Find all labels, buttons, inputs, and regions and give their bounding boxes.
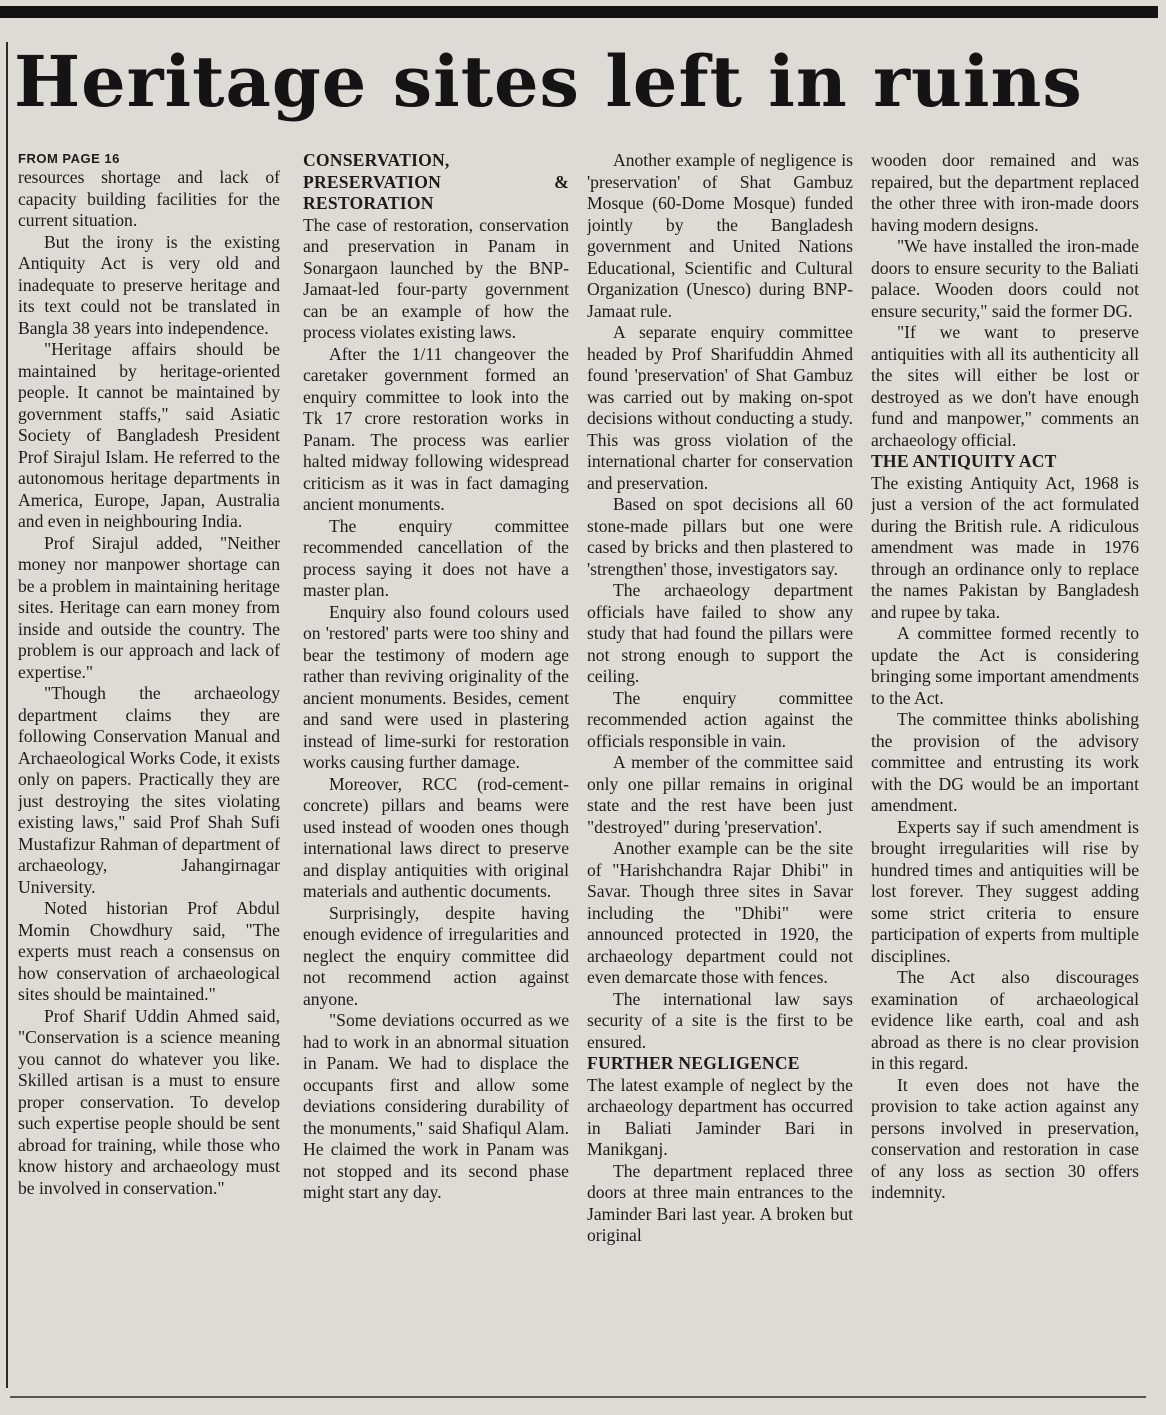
article-paragraph: But the irony is the existing Antiquity Act is very old and inadequate to preserve heritage and its text could not be translated in Bangla 38 years into independence. xyxy=(18,231,280,338)
article-paragraph: The existing Antiquity Act, 1968 is just a version of the act formulated during the British rule. A ridiculous amendment was made in 1976 through an ordinance only to replace the names Pakistan by Bangladesh and rupee by taka. xyxy=(871,472,1139,622)
article-paragraph: Moreover, RCC (rod-cement-concrete) pillars and beams were used instead of wooden ones though international laws direct to preserve and display antiquities with original materials and authentic documents. xyxy=(303,773,569,901)
article-paragraph: Prof Sirajul added, "Neither money nor manpower shortage can be a problem in maintaining heritage sites. Heritage can earn money from inside and outside the country. The problem is our approach and lack of expertise." xyxy=(18,532,280,682)
article-paragraph: It even does not have the provision to take action against any persons involved in preservation, conservation and restoration in case of any loss as section 30 offers indemnity. xyxy=(871,1074,1139,1202)
article-paragraph: Noted historian Prof Abdul Momin Chowdhury said, "The experts must reach a consensus on how conservation of archaeological sites should be maintained." xyxy=(18,898,280,1004)
section-heading: THE ANTIQUITY ACT xyxy=(871,451,1057,471)
article-paragraph: Based on spot decisions all 60 stone-made pillars but one were cased by bricks and then plastered to 'strengthen' those, investigators say. xyxy=(587,494,853,579)
article-paragraph: "If we want to preserve antiquities with all its authenticity all the sites will either be lost or destroyed as we don't have enough fund and manpower," comments an archaeology official. xyxy=(871,322,1139,450)
article-paragraph: "Some deviations occurred as we had to work in an abnormal situation in Panam. We had to displace the occupants first and allow some deviations considering durability of the monuments," said Shafiqul Alam. He claimed the work in Panam was not stopped and its second phase might start any day. xyxy=(303,1010,569,1202)
article-paragraph: Surprisingly, despite having enough evidence of irregularities and neglect the enquiry committee did not recommend action against anyone. xyxy=(303,902,569,1009)
article-paragraph: The Act also discourages examination of archaeological evidence like earth, coal and ash abroad as there is no clear provision in this regard. xyxy=(871,967,1139,1073)
top-rule xyxy=(0,6,1158,18)
article-paragraph: The latest example of neglect by the archaeology department has occurred in Baliati Jaminder Bari in Manikganj. xyxy=(587,1074,853,1159)
article-paragraph: Enquiry also found colours used on 'restored' parts were too shiny and bear the testimony of modern age rather than reviving originality of the ancient monuments. Besides, cement and sand were used in plastering instead of lime-surki for restoration works causing further damage. xyxy=(303,601,569,772)
article-paragraph: The enquiry committee recommended action against the officials responsible in vain. xyxy=(587,687,853,751)
article-paragraph: Experts say if such amendment is brought irregularities will rise by hundred times and antiquities will be lost forever. They suggest adding some strict criteria to ensure participation of experts from multiple disciplines. xyxy=(871,816,1139,966)
article-paragraph: "Heritage affairs should be maintained by heritage-oriented people. It cannot be maintained by government staffs," said Asiatic Society of Bangladesh President Prof Sirajul Islam. He referred to the autonomous heritage departments in America, Europe, Japan, Australia and even in neighbouring India. xyxy=(18,339,280,531)
article-column-3 xyxy=(587,150,853,1390)
section-heading: CONSERVATION, PRESERVATION & RESTORATION xyxy=(303,150,569,213)
article-paragraph: wooden door remained and was repaired, but the department replaced the other three with iron-made doors having modern designs. xyxy=(871,150,1139,235)
article-paragraph: After the 1/11 changeover the caretaker government formed an enquiry committee to look into the Tk 17 crore restoration works in Panam. The process was earlier halted midway following widespread criticism as it was in fact damaging ancient monuments. xyxy=(303,343,569,514)
article-column-4 xyxy=(871,150,1139,1390)
article-paragraph: Another example can be the site of "Harishchandra Rajar Dhibi" in Savar. Though three sites in Savar including the "Dhibi" were announced protected in 1920, the archaeology department could not even demarcate those with fences. xyxy=(587,838,853,987)
article-paragraph: The case of restoration, conservation and preservation in Panam in Sonargaon launched by the BNP-Jamaat-led four-party government can be an example of how the process violates existing laws. xyxy=(303,214,569,342)
article-paragraph: A separate enquiry committee headed by Prof Sharifuddin Ahmed found 'preservation' of Shat Gambuz was carried out by making on-spot decisions without conducting a study. This was gross violation of the international charter for conservation and preservation. xyxy=(587,322,853,493)
article-paragraph: The international law says security of a site is the first to be ensured. xyxy=(587,988,853,1052)
article-paragraph: Another example of negligence is 'preservation' of Shat Gambuz Mosque (60-Dome Mosque) funded jointly by the Bangladesh government and United Nations Educational, Scientific and Cultural Organization (Unesco) during BNP-Jamaat rule. xyxy=(587,150,853,321)
article-paragraph: The committee thinks abolishing the provision of the advisory committee and entrusting its work with the DG would be an important amendment. xyxy=(871,709,1139,815)
section-heading: FURTHER NEGLIGENCE xyxy=(587,1053,800,1073)
bottom-rule xyxy=(10,1396,1146,1398)
article-column-1 xyxy=(18,150,280,1390)
article-paragraph: The enquiry committee recommended cancellation of the process saying it does not have a master plan. xyxy=(303,515,569,600)
article-paragraph: resources shortage and lack of capacity building facilities for the current situation. xyxy=(18,167,280,230)
article-paragraph: Prof Sharif Uddin Ahmed said, "Conservation is a science meaning you cannot do whatever you like. Skilled artisan is a must to ensure proper conservation. To develop such expertise people should be sent abroad for training, while those who know history and archaeology must be involved in conservation." xyxy=(18,1005,280,1198)
article-paragraph: A committee formed recently to update the Act is considering bringing some important amendments to the Act. xyxy=(871,623,1139,708)
headline: Heritage sites left in ruins xyxy=(14,40,1083,123)
article-column-2 xyxy=(303,150,569,1390)
article-paragraph: "Though the archaeology department claims they are following Conservation Manual and Archaeological Works Code, it exists only on papers. Practically they are just destroying the sites violating existing laws," said Prof Shah Sufi Mustafizur Rahman of department of archaeology, Jahangirnagar University. xyxy=(18,683,280,897)
left-rule xyxy=(6,42,8,1388)
article-paragraph: "We have installed the iron-made doors to ensure security to the Baliati palace. Wooden doors could not ensure security," said the former DG. xyxy=(871,236,1139,321)
article-paragraph: A member of the committee said only one pillar remains in original state and the rest have been just "destroyed" during 'preservation'. xyxy=(587,752,853,837)
article-paragraph: The archaeology department officials have failed to show any study that had found the pillars were not strong enough to support the ceiling. xyxy=(587,580,853,686)
jump-line: FROM PAGE 16 xyxy=(18,151,120,166)
article-paragraph: The department replaced three doors at three main entrances to the Jaminder Bari last year. A broken but original xyxy=(587,1160,853,1245)
